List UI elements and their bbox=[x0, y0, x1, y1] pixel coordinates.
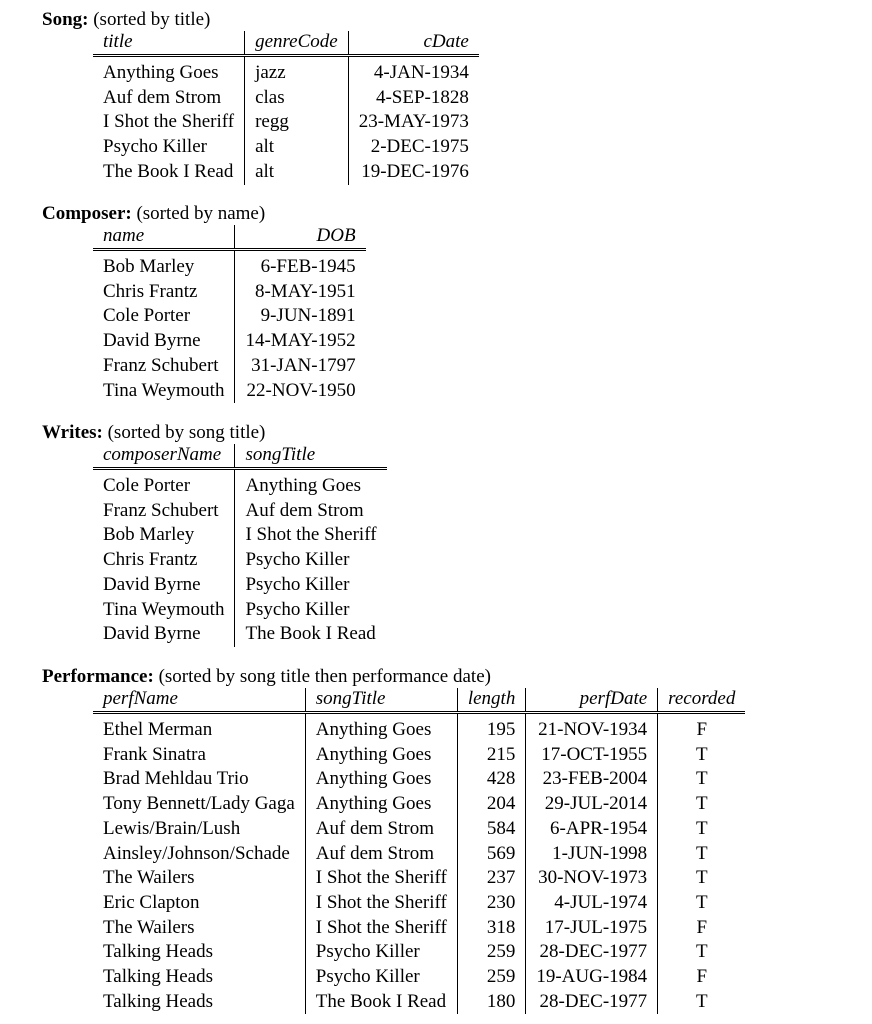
performance-heading bbox=[42, 666, 745, 688]
table-cell: alt bbox=[245, 135, 349, 160]
table-row bbox=[93, 916, 745, 941]
table-cell: Psycho Killer bbox=[235, 548, 387, 573]
table-cell: Psycho Killer bbox=[305, 965, 457, 990]
composer-section bbox=[42, 203, 366, 403]
table-row bbox=[93, 965, 745, 990]
table-row bbox=[93, 354, 366, 379]
column-header: cDate bbox=[348, 31, 479, 56]
table-cell: Anything Goes bbox=[305, 743, 457, 768]
table-cell: Tina Weymouth bbox=[103, 379, 225, 401]
table-cell: alt bbox=[245, 160, 349, 185]
table-cell: jazz bbox=[245, 56, 349, 86]
table-row bbox=[93, 598, 387, 623]
performance-note: (sorted by song title then performance date) bbox=[158, 666, 491, 687]
table-cell: 9-JUN-1891 bbox=[235, 304, 366, 329]
table-cell: clas bbox=[245, 86, 349, 111]
table-cell: 22-NOV-1950 bbox=[235, 379, 366, 404]
table-cell: David Byrne bbox=[103, 573, 201, 595]
table-cell: David Byrne bbox=[103, 330, 201, 352]
table-row bbox=[93, 379, 366, 404]
table-cell: Auf dem Strom bbox=[103, 86, 222, 108]
table-cell: 237 bbox=[457, 866, 526, 891]
writes-heading bbox=[42, 422, 387, 444]
table-cell: 180 bbox=[457, 990, 526, 1015]
table-cell: regg bbox=[245, 110, 349, 135]
column-header: DOB bbox=[235, 225, 366, 250]
table-row bbox=[93, 280, 366, 305]
table-row bbox=[93, 891, 745, 916]
table-cell: 8-MAY-1951 bbox=[235, 280, 366, 305]
table-cell: Talking Heads bbox=[103, 990, 214, 1012]
table-cell: Brad Mehldau Trio bbox=[103, 768, 249, 790]
composer-table bbox=[93, 225, 366, 403]
table-cell: The Book I Read bbox=[305, 990, 457, 1015]
table-row bbox=[93, 250, 366, 280]
table-header-row bbox=[93, 688, 745, 713]
table-cell: Anything Goes bbox=[305, 792, 457, 817]
table-row bbox=[93, 469, 387, 499]
table-cell: 259 bbox=[457, 940, 526, 965]
table-cell: Talking Heads bbox=[103, 966, 214, 988]
table-cell: Tony Bennett/Lady Gaga bbox=[103, 793, 295, 815]
writes-section bbox=[42, 422, 387, 647]
table-cell: 23-MAY-1973 bbox=[348, 110, 479, 135]
table-row bbox=[93, 548, 387, 573]
table-cell: T bbox=[658, 767, 746, 792]
table-row bbox=[93, 523, 387, 548]
song-heading bbox=[42, 9, 479, 31]
table-row bbox=[93, 110, 479, 135]
table-cell: 23-FEB-2004 bbox=[526, 767, 658, 792]
table-cell: Tina Weymouth bbox=[103, 598, 225, 620]
table-row bbox=[93, 940, 745, 965]
table-cell: 230 bbox=[457, 891, 526, 916]
table-header-row bbox=[93, 444, 387, 469]
table-cell: The Wailers bbox=[103, 867, 195, 889]
table-cell: 30-NOV-1973 bbox=[526, 866, 658, 891]
table-cell: 4-SEP-1828 bbox=[348, 86, 479, 111]
table-cell: 2-DEC-1975 bbox=[348, 135, 479, 160]
table-cell: David Byrne bbox=[103, 623, 201, 645]
table-cell: T bbox=[658, 817, 746, 842]
table-cell: 6-FEB-1945 bbox=[235, 250, 366, 280]
table-cell: T bbox=[658, 891, 746, 916]
table-cell: I Shot the Sheriff bbox=[103, 111, 235, 133]
table-cell: Lewis/Brain/Lush bbox=[103, 817, 241, 839]
table-cell: I Shot the Sheriff bbox=[305, 891, 457, 916]
table-cell: 259 bbox=[457, 965, 526, 990]
table-row bbox=[93, 990, 745, 1015]
column-header: songTitle bbox=[235, 444, 387, 469]
table-row bbox=[93, 135, 479, 160]
table-cell: 584 bbox=[457, 817, 526, 842]
column-header: name bbox=[93, 225, 235, 250]
table-cell: Bob Marley bbox=[103, 256, 195, 277]
table-cell: 318 bbox=[457, 916, 526, 941]
composer-heading bbox=[42, 203, 366, 225]
table-cell: Cole Porter bbox=[103, 305, 191, 327]
table-cell: Psycho Killer bbox=[235, 598, 387, 623]
table-cell: 21-NOV-1934 bbox=[526, 713, 658, 743]
column-header: title bbox=[93, 31, 245, 56]
column-header: perfDate bbox=[526, 688, 658, 713]
table-cell: Anything Goes bbox=[305, 713, 457, 743]
table-cell: 215 bbox=[457, 743, 526, 768]
column-header: length bbox=[457, 688, 526, 713]
table-cell: Anything Goes bbox=[235, 469, 387, 499]
performance-label: Performance: bbox=[42, 666, 154, 687]
table-cell: Ainsley/Johnson/Schade bbox=[103, 842, 290, 864]
table-cell: Franz Schubert bbox=[103, 354, 219, 376]
table-cell: Talking Heads bbox=[103, 941, 214, 963]
composer-label: Composer: bbox=[42, 203, 132, 224]
table-cell: T bbox=[658, 990, 746, 1015]
song-note: (sorted by title) bbox=[93, 9, 211, 30]
table-cell: Anything Goes bbox=[305, 767, 457, 792]
table-cell: 428 bbox=[457, 767, 526, 792]
table-cell: 6-APR-1954 bbox=[526, 817, 658, 842]
table-cell: Bob Marley bbox=[103, 524, 195, 546]
table-cell: Ethel Merman bbox=[103, 719, 213, 740]
table-cell: Auf dem Strom bbox=[305, 842, 457, 867]
song-table bbox=[93, 31, 479, 185]
column-header: composerName bbox=[93, 444, 235, 469]
table-cell: 29-JUL-2014 bbox=[526, 792, 658, 817]
table-cell: 28-DEC-1977 bbox=[526, 990, 658, 1015]
table-row bbox=[93, 767, 745, 792]
table-cell: F bbox=[658, 965, 746, 990]
table-cell: T bbox=[658, 866, 746, 891]
table-cell: The Book I Read bbox=[103, 160, 234, 182]
table-cell: Anything Goes bbox=[103, 62, 219, 83]
table-row bbox=[93, 56, 479, 86]
table-cell: Frank Sinatra bbox=[103, 743, 206, 765]
writes-table bbox=[93, 444, 387, 647]
table-cell: Psycho Killer bbox=[103, 136, 207, 158]
column-header: songTitle bbox=[305, 688, 457, 713]
table-row bbox=[93, 329, 366, 354]
writes-note: (sorted by song title) bbox=[107, 422, 266, 443]
table-cell: 31-JAN-1797 bbox=[235, 354, 366, 379]
table-header-row bbox=[93, 31, 479, 56]
table-cell: The Wailers bbox=[103, 916, 195, 938]
table-row bbox=[93, 573, 387, 598]
table-cell: Psycho Killer bbox=[305, 940, 457, 965]
table-cell: Auf dem Strom bbox=[305, 817, 457, 842]
table-cell: F bbox=[658, 713, 746, 743]
table-row bbox=[93, 792, 745, 817]
table-cell: 14-MAY-1952 bbox=[235, 329, 366, 354]
table-cell: 28-DEC-1977 bbox=[526, 940, 658, 965]
table-row bbox=[93, 160, 479, 185]
table-cell: Psycho Killer bbox=[235, 573, 387, 598]
table-cell: Cole Porter bbox=[103, 475, 191, 496]
song-section bbox=[42, 9, 479, 185]
table-cell: I Shot the Sheriff bbox=[235, 523, 387, 548]
table-cell: Auf dem Strom bbox=[235, 499, 387, 524]
table-cell: T bbox=[658, 792, 746, 817]
table-cell: The Book I Read bbox=[235, 622, 387, 647]
table-header-row bbox=[93, 225, 366, 250]
table-cell: 195 bbox=[457, 713, 526, 743]
table-cell: 19-AUG-1984 bbox=[526, 965, 658, 990]
table-cell: 19-DEC-1976 bbox=[348, 160, 479, 185]
table-cell: Chris Frantz bbox=[103, 549, 198, 571]
table-cell: 1-JUN-1998 bbox=[526, 842, 658, 867]
table-row bbox=[93, 743, 745, 768]
table-row bbox=[93, 713, 745, 743]
table-cell: F bbox=[658, 916, 746, 941]
table-cell: T bbox=[658, 743, 746, 768]
table-row bbox=[93, 622, 387, 647]
composer-note: (sorted by name) bbox=[136, 203, 266, 224]
table-cell: Chris Frantz bbox=[103, 280, 198, 302]
table-cell: 569 bbox=[457, 842, 526, 867]
table-cell: Eric Clapton bbox=[103, 891, 200, 913]
table-cell: 17-OCT-1955 bbox=[526, 743, 658, 768]
performance-table bbox=[93, 688, 745, 1014]
table-cell: 4-JAN-1934 bbox=[348, 56, 479, 86]
column-header: genreCode bbox=[245, 31, 349, 56]
song-label: Song: bbox=[42, 9, 89, 30]
writes-label: Writes: bbox=[42, 422, 103, 443]
table-row bbox=[93, 842, 745, 867]
table-row bbox=[93, 499, 387, 524]
table-row bbox=[93, 86, 479, 111]
table-cell: 4-JUL-1974 bbox=[526, 891, 658, 916]
table-cell: 17-JUL-1975 bbox=[526, 916, 658, 941]
performance-section bbox=[42, 666, 745, 1014]
table-row bbox=[93, 304, 366, 329]
table-cell: Franz Schubert bbox=[103, 499, 219, 521]
table-cell: 204 bbox=[457, 792, 526, 817]
table-row bbox=[93, 866, 745, 891]
table-row bbox=[93, 817, 745, 842]
table-cell: T bbox=[658, 940, 746, 965]
table-cell: I Shot the Sheriff bbox=[305, 916, 457, 941]
table-cell: T bbox=[658, 842, 746, 867]
table-cell: I Shot the Sheriff bbox=[305, 866, 457, 891]
column-header: recorded bbox=[658, 688, 746, 713]
column-header: perfName bbox=[93, 688, 305, 713]
